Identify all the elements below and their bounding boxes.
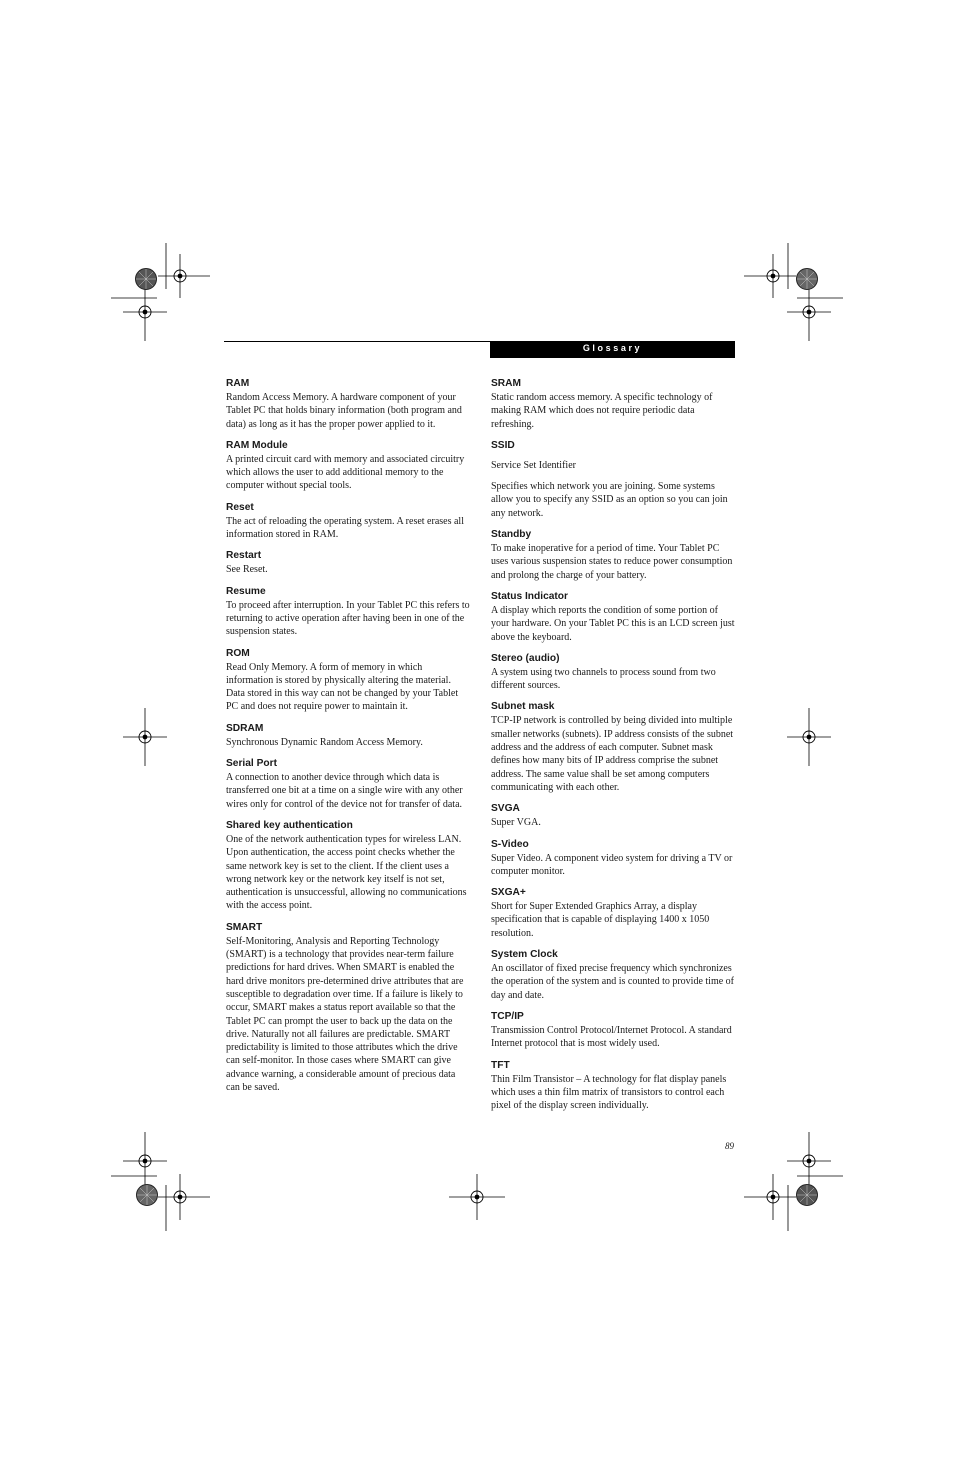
section-header-tab: Glossary: [490, 341, 735, 358]
glossary-term: System Clock: [491, 949, 558, 961]
glossary-term: S-Video: [491, 838, 529, 850]
glossary-definition: Thin Film Transistor – A technology for flat display panels which uses a thin film matrix of transistors to control each pixel of the display screen individually.: [491, 1073, 727, 1112]
glossary-entry: [226, 585, 470, 639]
glossary-right-column: [491, 377, 735, 1120]
glossary-entry: [491, 590, 735, 644]
glossary-entry: [226, 501, 470, 542]
page-number: 89: [725, 1141, 734, 1151]
glossary-entry: [491, 1059, 735, 1113]
glossary-term: Shared key authentication: [226, 819, 353, 831]
glossary-entry: [491, 652, 735, 693]
glossary-definition: A connection to another device through which data is transferred one bit at a time on a single wire with any other wires only for control of the device not for transfer of data.: [226, 772, 463, 810]
glossary-entry: [491, 886, 735, 940]
glossary-entry: [226, 722, 470, 749]
glossary-entry: [491, 948, 735, 1002]
glossary-entry: [491, 838, 735, 879]
glossary-term: TFT: [491, 1059, 510, 1071]
glossary-term: SRAM: [491, 378, 521, 389]
glossary-term: Status Indicator: [491, 590, 568, 602]
glossary-definition: Synchronous Dynamic Random Access Memory.: [226, 736, 423, 748]
glossary-term: Restart: [226, 550, 262, 562]
glossary-entry: [491, 439, 735, 520]
glossary-term: SXGA+: [491, 887, 526, 899]
glossary-definition: Self-Monitoring, Analysis and Reporting Technology (SMART) is a technology that provides near-term failure predictions for hard drives. When SMART is enabled the hard drive monitors pre-determined drive attributes that are susceptible to degradation over time. If a failure is likely to occur, SMART makes a status report available so that the Tablet PC can prompt the user to back up the data on the drive. Naturally not all failures are predictable. SMART predictability is limited to those attributes which the drive can self-monitor. In those cases where SMART can give advance warning, a considerable amount of precious data can be saved.: [226, 935, 464, 1093]
glossary-definition: Super Video. A component video system for driving a TV or computer monitor.: [491, 852, 733, 877]
glossary-term: ROM: [226, 647, 250, 659]
glossary-term: Stereo (audio): [491, 652, 560, 664]
glossary-definition: The act of reloading the operating system. A reset erases all information stored in RAM.: [226, 515, 464, 541]
glossary-definition: To make inoperative for a period of time. Your Tablet PC uses various suspension states to reduce power consumption and prolong the charge of your battery.: [491, 543, 733, 581]
glossary-definition: Short for Super Extended Graphics Array, a display specification that is capable of displaying 1400 x 1050 resolution.: [491, 901, 710, 939]
glossary-entry: [226, 647, 470, 714]
glossary-definition: A display which reports the condition of some portion of your hardware. On your Tablet PC this is an LCD screen just above the keyboard.: [491, 604, 735, 643]
glossary-term: SVGA: [491, 803, 520, 815]
glossary-entry: [226, 377, 470, 431]
glossary-term: Serial Port: [226, 758, 277, 770]
glossary-entry: [491, 700, 735, 794]
glossary-definition: To proceed after interruption. In your Tablet PC this refers to returning to active operation after having been in one of the suspension states.: [226, 599, 470, 638]
glossary-term: TCP/IP: [491, 1010, 524, 1022]
glossary-definition: Service Set Identifier: [491, 459, 576, 471]
glossary-definition: Static random access memory. A specific technology of making RAM which does not require periodic data refreshing.: [491, 392, 713, 430]
glossary-term: SSID: [491, 439, 515, 451]
glossary-definition: A system using two channels to process sound from two different sources.: [491, 666, 716, 692]
glossary-term: Standby: [491, 529, 532, 541]
glossary-entry: [491, 802, 735, 829]
glossary-term: SDRAM: [226, 722, 264, 734]
glossary-term: Subnet mask: [491, 701, 555, 713]
header-rule: [224, 341, 490, 342]
glossary-entry: [491, 377, 735, 431]
glossary-definition: An oscillator of fixed precise frequency which synchronizes the operation of the system and is counted to provide time of day and date.: [491, 963, 734, 1001]
glossary-term: RAM Module: [226, 439, 288, 451]
glossary-definition: Read Only Memory. A form of memory in which information is stored by physically altering the material. Data stored in this way can not be changed by your Tablet PC and does not require power to maintain it.: [226, 661, 459, 713]
glossary-definition: One of the network authentication types for wireless LAN. Upon authentication, the access point checks whether the same network key is set to the client. If the client uses a wrong network key or the network key itself is not set, authentication is unsuccessful, allowing no communications with the access point.: [226, 833, 467, 912]
glossary-term: Reset: [226, 501, 254, 513]
glossary-entry: [226, 439, 470, 493]
glossary-definition: Random Access Memory. A hardware component of your Tablet PC that holds binary information (both program and data) as long as it has the proper power applied to it.: [226, 392, 462, 430]
glossary-entry: [226, 819, 470, 913]
glossary-definition: Super VGA.: [491, 817, 541, 829]
glossary-definition: Transmission Control Protocol/Internet Protocol. A standard Internet protocol that is most widely used.: [491, 1024, 732, 1050]
glossary-term: SMART: [226, 921, 263, 933]
glossary-term: RAM: [226, 378, 250, 389]
glossary-definition: See Reset.: [226, 564, 268, 576]
glossary-definition: A printed circuit card with memory and associated circuitry which allows the user to add additional memory to the computer without special tools.: [226, 453, 465, 492]
glossary-entry: [491, 1010, 735, 1051]
glossary-term: Resume: [226, 585, 266, 597]
glossary-entry: [226, 549, 470, 576]
glossary-left-column: [226, 377, 470, 1102]
glossary-entry: [226, 921, 470, 1095]
glossary-definition: Specifies which network you are joining. Some systems allow you to specify any SSID as an option so you can join any network.: [491, 481, 728, 519]
glossary-entry: [491, 528, 735, 582]
glossary-entry: [226, 757, 470, 811]
glossary-definition: TCP-IP network is controlled by being divided into multiple smaller networks (subnets). IP address consists of the subnet address and the address of each computer. Subnet mask defines how many bits of IP address comprise the subnet address. The same value shall be set among computers communicating with each other.: [491, 715, 734, 793]
